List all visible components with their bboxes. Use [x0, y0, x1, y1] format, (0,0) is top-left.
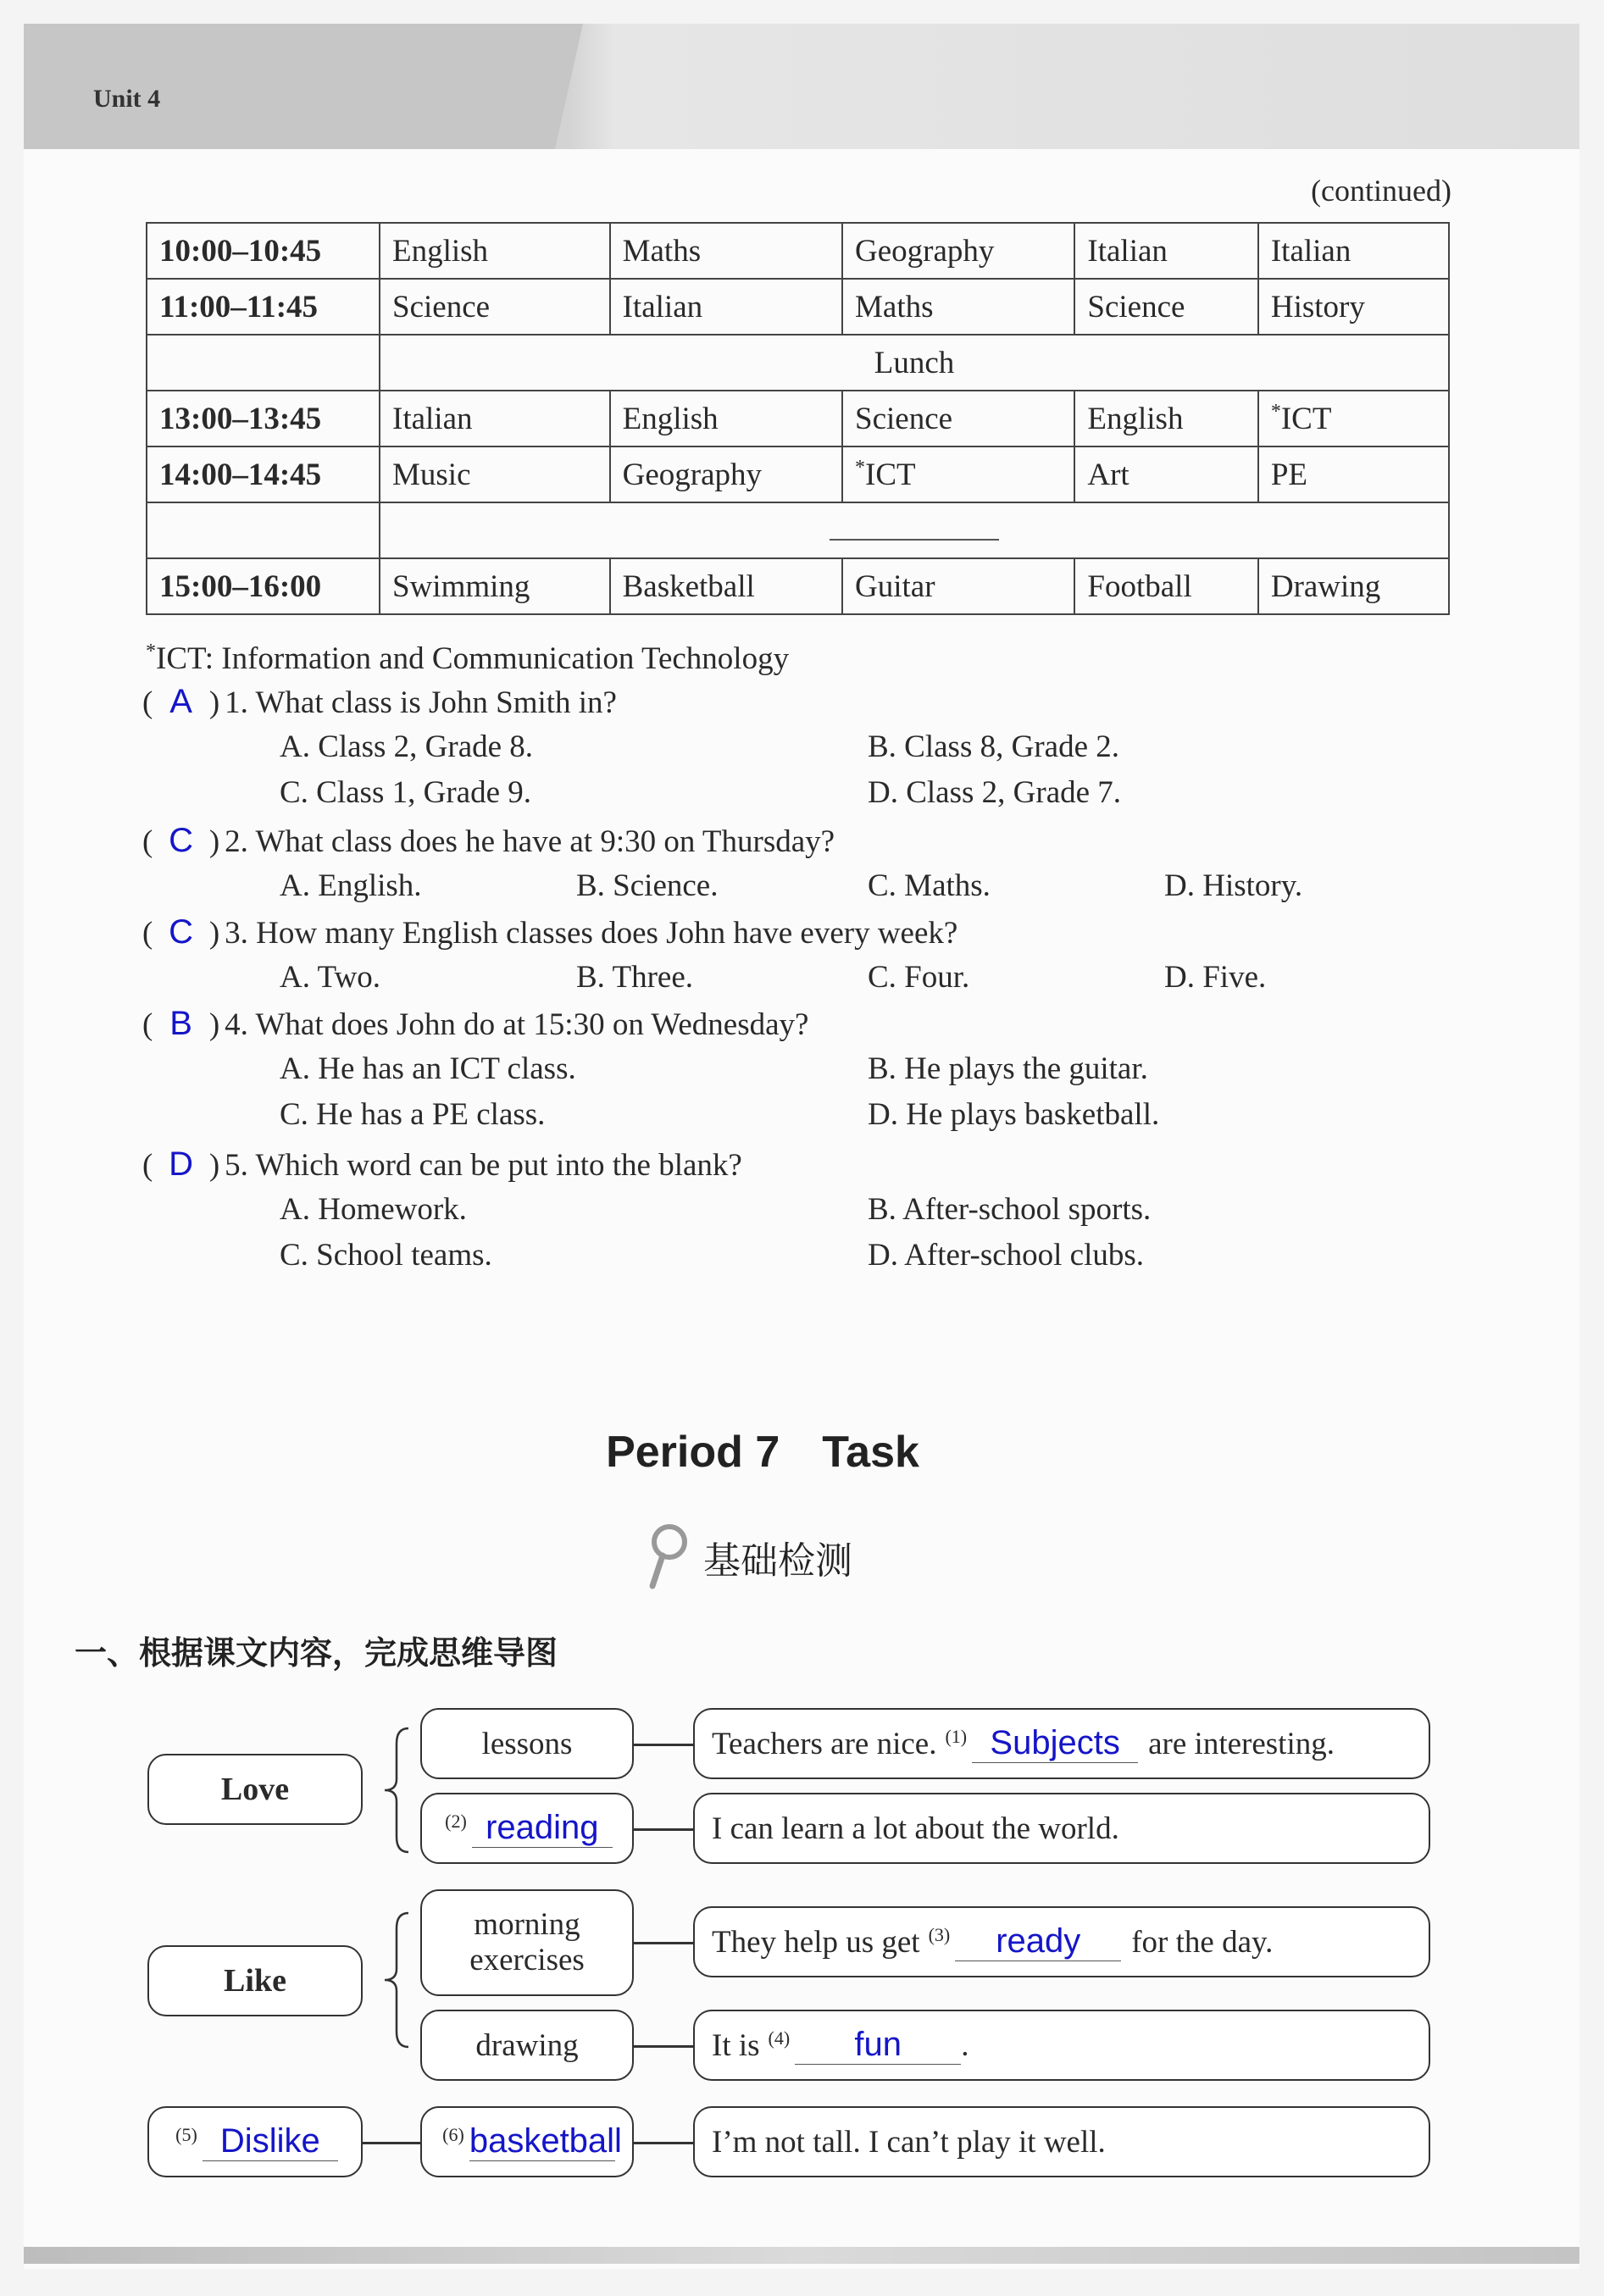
subject-label: ICT [1280, 401, 1332, 436]
subject-label: Football [1087, 568, 1192, 604]
time-cell [147, 502, 380, 558]
dislike-box: (5) Dislike [147, 2106, 363, 2177]
option: D. After-school clubs. [868, 1238, 1145, 1273]
timetable-row [147, 502, 1449, 558]
question-text: 1. What class is John Smith in? [225, 685, 617, 720]
subject-label: Maths [622, 233, 702, 269]
option: B. Class 8, Grade 2. [868, 729, 1119, 764]
subject-cell [610, 391, 842, 446]
reading-box: (2) reading [420, 1793, 634, 1864]
subject-label: Italian [1270, 233, 1351, 269]
option: D. History. [1164, 868, 1303, 903]
option: C. He has a PE class. [280, 1097, 546, 1132]
question: ( D ) 5. Which word can be put into the blank? [142, 1145, 742, 1183]
subject-cell [842, 558, 1074, 614]
time-cell: 15:00–16:00 [147, 558, 380, 614]
footnote: *ICT: Information and Communication Technology [146, 641, 790, 676]
love-box: Love [147, 1754, 363, 1825]
connector [634, 1744, 693, 1746]
lessons-box: lessons [420, 1708, 634, 1779]
time-cell: 11:00–11:45 [147, 279, 380, 335]
subject-label: Italian [392, 401, 473, 436]
option: C. Class 1, Grade 9. [280, 775, 531, 810]
sentence-2-box: I can learn a lot about the world. [693, 1793, 1430, 1864]
subject-label: Drawing [1270, 568, 1381, 604]
option: C. Maths. [868, 868, 991, 903]
subject-cell [1074, 223, 1257, 279]
part-one-title: 一、根据课文内容，完成思维导图 [75, 1634, 558, 1672]
sentence-6-box: I’m not tall. I can’t play it well. [693, 2106, 1430, 2177]
asterisk: * [855, 456, 865, 479]
timetable-row [147, 446, 1449, 502]
like-brace [378, 1911, 412, 2049]
connector [363, 2142, 420, 2144]
subject-label: Italian [1087, 233, 1168, 269]
subject-label: Science [392, 289, 491, 324]
subject-cell [842, 223, 1074, 279]
subject-cell [380, 446, 610, 502]
subject-cell [1074, 279, 1257, 335]
subject-cell [1074, 558, 1257, 614]
connector [634, 1828, 693, 1831]
header-band [24, 24, 1579, 149]
option: D. He plays basketball. [868, 1097, 1160, 1132]
question-text: 3. How many English classes does John have every week? [225, 916, 958, 951]
bottom-band [24, 2247, 1579, 2264]
subject-label: Basketball [622, 568, 755, 604]
answer-letter: C [169, 822, 194, 859]
subject-cell [380, 558, 610, 614]
subject-label: Art [1087, 457, 1129, 492]
basketball-box: (6) basketball [420, 2106, 634, 2177]
subject-label: Guitar [855, 568, 935, 604]
subject-label: Music [392, 457, 471, 492]
lunch-cell: Lunch [380, 335, 1449, 391]
subject-label: Science [855, 401, 953, 436]
option: A. Class 2, Grade 8. [280, 729, 534, 764]
magnifier-icon [644, 1523, 691, 1591]
timetable-row [147, 391, 1449, 446]
subject-cell [1074, 446, 1257, 502]
option: C. Four. [868, 960, 970, 995]
connector [634, 2142, 693, 2144]
unit-label: Unit 4 [93, 85, 161, 113]
question-text: 5. Which word can be put into the blank? [225, 1148, 742, 1183]
option: A. Two. [280, 960, 381, 995]
subject-label: Swimming [392, 568, 530, 604]
subject-cell [842, 391, 1074, 446]
subject-label: History [1270, 289, 1365, 324]
answer-letter: C [169, 913, 194, 951]
option: B. Science. [576, 868, 719, 903]
question-text: 2. What class does he have at 9:30 on Thursday? [225, 824, 835, 859]
option: B. He plays the guitar. [868, 1051, 1148, 1086]
answer-letter: D [169, 1145, 194, 1183]
sentence-4-box: It is (4) fun . [693, 2010, 1430, 2081]
subject-cell [1258, 558, 1449, 614]
subject-label: ICT [865, 457, 916, 492]
connector [634, 1942, 693, 1944]
time-cell [147, 335, 380, 391]
timetable [146, 222, 1450, 615]
subject-cell [610, 446, 842, 502]
like-box: Like [147, 1945, 363, 2016]
subject-cell [380, 391, 610, 446]
question: ( C ) 3. How many English classes does John have every week? [142, 913, 958, 951]
sentence-1-box: Teachers are nice. (1) Subjects are interesting. [693, 1708, 1430, 1779]
option: A. English. [280, 868, 422, 903]
blank-line [830, 513, 999, 541]
subject-label: Geography [622, 457, 762, 492]
continued-label: (continued) [1311, 174, 1451, 208]
subject-label: Italian [622, 289, 703, 324]
subject-label: English [1087, 401, 1184, 436]
option: A. He has an ICT class. [280, 1051, 576, 1086]
connector [634, 2045, 693, 2048]
question: ( A ) 1. What class is John Smith in? [142, 683, 617, 720]
question-text: 4. What does John do at 15:30 on Wednesday? [225, 1007, 809, 1042]
subject-cell [1258, 391, 1449, 446]
subject-cell [1258, 279, 1449, 335]
option: C. School teams. [280, 1238, 492, 1273]
drawing-box: drawing [420, 2010, 634, 2081]
question: ( B ) 4. What does John do at 15:30 on Wednesday? [142, 1005, 809, 1042]
subject-cell [1258, 446, 1449, 502]
subject-label: PE [1270, 457, 1308, 492]
subject-cell [842, 279, 1074, 335]
subject-label: Geography [855, 233, 995, 269]
option: B. Three. [576, 960, 694, 995]
subject-cell [610, 223, 842, 279]
option: D. Class 2, Grade 7. [868, 775, 1122, 810]
period-title: Period 7 Task [606, 1428, 919, 1477]
answer-letter: A [169, 683, 192, 720]
option: B. After-school sports. [868, 1192, 1152, 1227]
answer-letter: B [169, 1005, 192, 1042]
subject-cell [610, 279, 842, 335]
time-cell: 14:00–14:45 [147, 446, 380, 502]
timetable-row [147, 279, 1449, 335]
subject-label: English [622, 401, 719, 436]
subject-label: Science [1087, 289, 1185, 324]
love-brace [378, 1727, 412, 1854]
subject-cell [380, 223, 610, 279]
subject-label: Maths [855, 289, 934, 324]
sentence-3-box: They help us get (3) ready for the day. [693, 1906, 1430, 1977]
subject-cell [842, 446, 1074, 502]
timetable-row [147, 558, 1449, 614]
morning-exercises-box: morning exercises [420, 1889, 634, 1996]
timetable-row [147, 223, 1449, 279]
time-cell: 13:00–13:45 [147, 391, 380, 446]
subject-cell [1258, 223, 1449, 279]
subject-cell [380, 279, 610, 335]
timetable-row [147, 335, 1449, 391]
question: ( C ) 2. What class does he have at 9:30 on Thursday? [142, 822, 835, 859]
blank-cell [380, 502, 1449, 558]
time-cell: 10:00–10:45 [147, 223, 380, 279]
subject-cell [1074, 391, 1257, 446]
asterisk: * [1270, 400, 1281, 423]
subject-cell [610, 558, 842, 614]
section-heading: 基础检测 [644, 1523, 852, 1591]
subject-label: English [392, 233, 489, 269]
option: A. Homework. [280, 1192, 467, 1227]
option: D. Five. [1164, 960, 1267, 995]
